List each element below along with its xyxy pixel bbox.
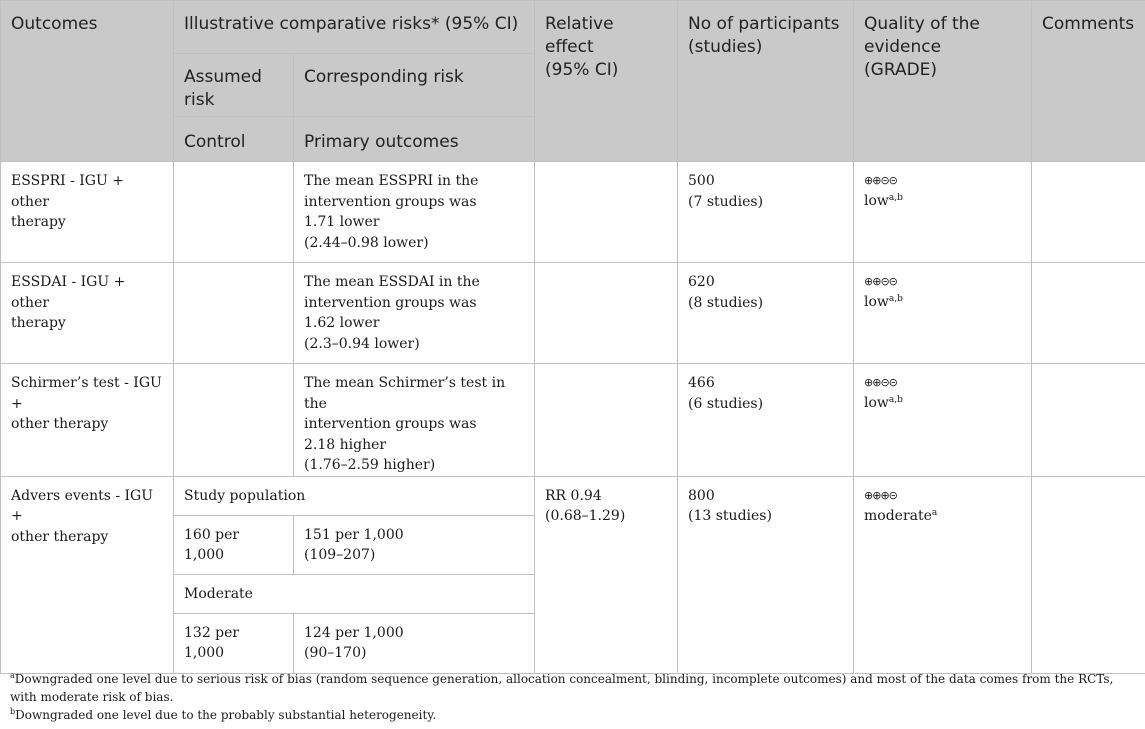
header-participants: No of participants (studies) <box>678 1 854 162</box>
header-quality: Quality of the evidence (GRADE) <box>854 1 1032 162</box>
header-comments: Comments <box>1032 1 1145 162</box>
quality-cell: ⊕⊕⊕⊝ moderate$^a$ <box>854 476 1032 673</box>
corresponding-cell: The mean ESSPRI in the intervention groups was 1.71 lower (2.44–0.98 lower) <box>294 162 535 263</box>
footnote-a: $^a$Downgraded one level due to serious risk of bias (random sequence generation, allocation concealment, blinding, incomplete outcomes) and most of the data comes from the RCTs, with moderate risk of bias. <box>10 671 1114 704</box>
participants-cell: 500 (7 studies) <box>678 162 854 263</box>
moderate-label: Moderate <box>174 574 535 613</box>
header-illustrative-risks: Illustrative comparative risks* (95% CI) <box>174 1 535 54</box>
quality-cell: ⊕⊕⊝⊝ low$^{a,b}$ <box>854 263 1032 364</box>
table-row <box>1 364 1145 477</box>
quality-cell: ⊕⊕⊝⊝ low$^{a,b}$ <box>854 162 1032 263</box>
comments-cell <box>1032 476 1145 673</box>
header-assumed-risk: Assumed risk <box>174 54 294 117</box>
assumed-cell <box>174 162 294 263</box>
participants-cell: 466 (6 studies) <box>678 364 854 477</box>
outcome-cell: Schirmer’s test - IGU + other therapy <box>1 364 174 477</box>
header-control: Control <box>174 117 294 162</box>
outcome-cell: ESSDAI - IGU + other therapy <box>1 263 174 364</box>
corresponding-cell: The mean Schirmer’s test in the intervention groups was 2.18 higher (1.76–2.59 higher) <box>294 364 535 477</box>
grade-quality-symbols: ⊕⊕⊕⊝ <box>864 488 897 502</box>
comments-cell <box>1032 162 1145 263</box>
study-population-label: Study population <box>174 476 535 515</box>
corresponding-cell: The mean ESSDAI in the intervention groups was 1.62 lower (2.3–0.94 lower) <box>294 263 535 364</box>
corresponding-cell: 151 per 1,000 (109–207) <box>294 515 535 574</box>
comments-cell <box>1032 364 1145 477</box>
header-primary-outcomes: Primary outcomes <box>294 117 535 162</box>
header-relative-effect: Relative effect (95% CI) <box>535 1 678 162</box>
table-footnotes <box>10 670 1135 724</box>
comments-cell <box>1032 263 1145 364</box>
assumed-cell: 132 per 1,000 <box>174 613 294 673</box>
header-corresponding-risk: Corresponding risk <box>294 54 535 117</box>
participants-cell: 800 (13 studies) <box>678 476 854 673</box>
footnote-b: $^b$Downgraded one level due to the probably substantial heterogeneity. <box>10 707 437 722</box>
quality-cell: ⊕⊕⊝⊝ low$^{a,b}$ <box>854 364 1032 477</box>
header-outcomes: Outcomes <box>1 1 174 162</box>
grade-quality-symbols: ⊕⊕⊝⊝ <box>864 174 897 187</box>
table-row <box>1 476 1145 515</box>
participants-cell: 620 (8 studies) <box>678 263 854 364</box>
assumed-cell: 160 per 1,000 <box>174 515 294 574</box>
outcome-cell: Advers events - IGU + other therapy <box>1 476 174 673</box>
relative-effect-cell <box>535 263 678 364</box>
relative-effect-cell <box>535 162 678 263</box>
corresponding-cell: 124 per 1,000 (90–170) <box>294 613 535 673</box>
relative-effect-cell <box>535 364 678 477</box>
grade-quality-symbols: ⊕⊕⊝⊝ <box>864 376 897 389</box>
table-row <box>1 162 1145 263</box>
assumed-cell <box>174 364 294 477</box>
grade-quality-symbols: ⊕⊕⊝⊝ <box>864 275 897 288</box>
assumed-cell <box>174 263 294 364</box>
relative-effect-cell: RR 0.94 (0.68–1.29) <box>535 476 678 673</box>
outcome-cell: ESSPRI - IGU + other therapy <box>1 162 174 263</box>
table-row <box>1 263 1145 364</box>
